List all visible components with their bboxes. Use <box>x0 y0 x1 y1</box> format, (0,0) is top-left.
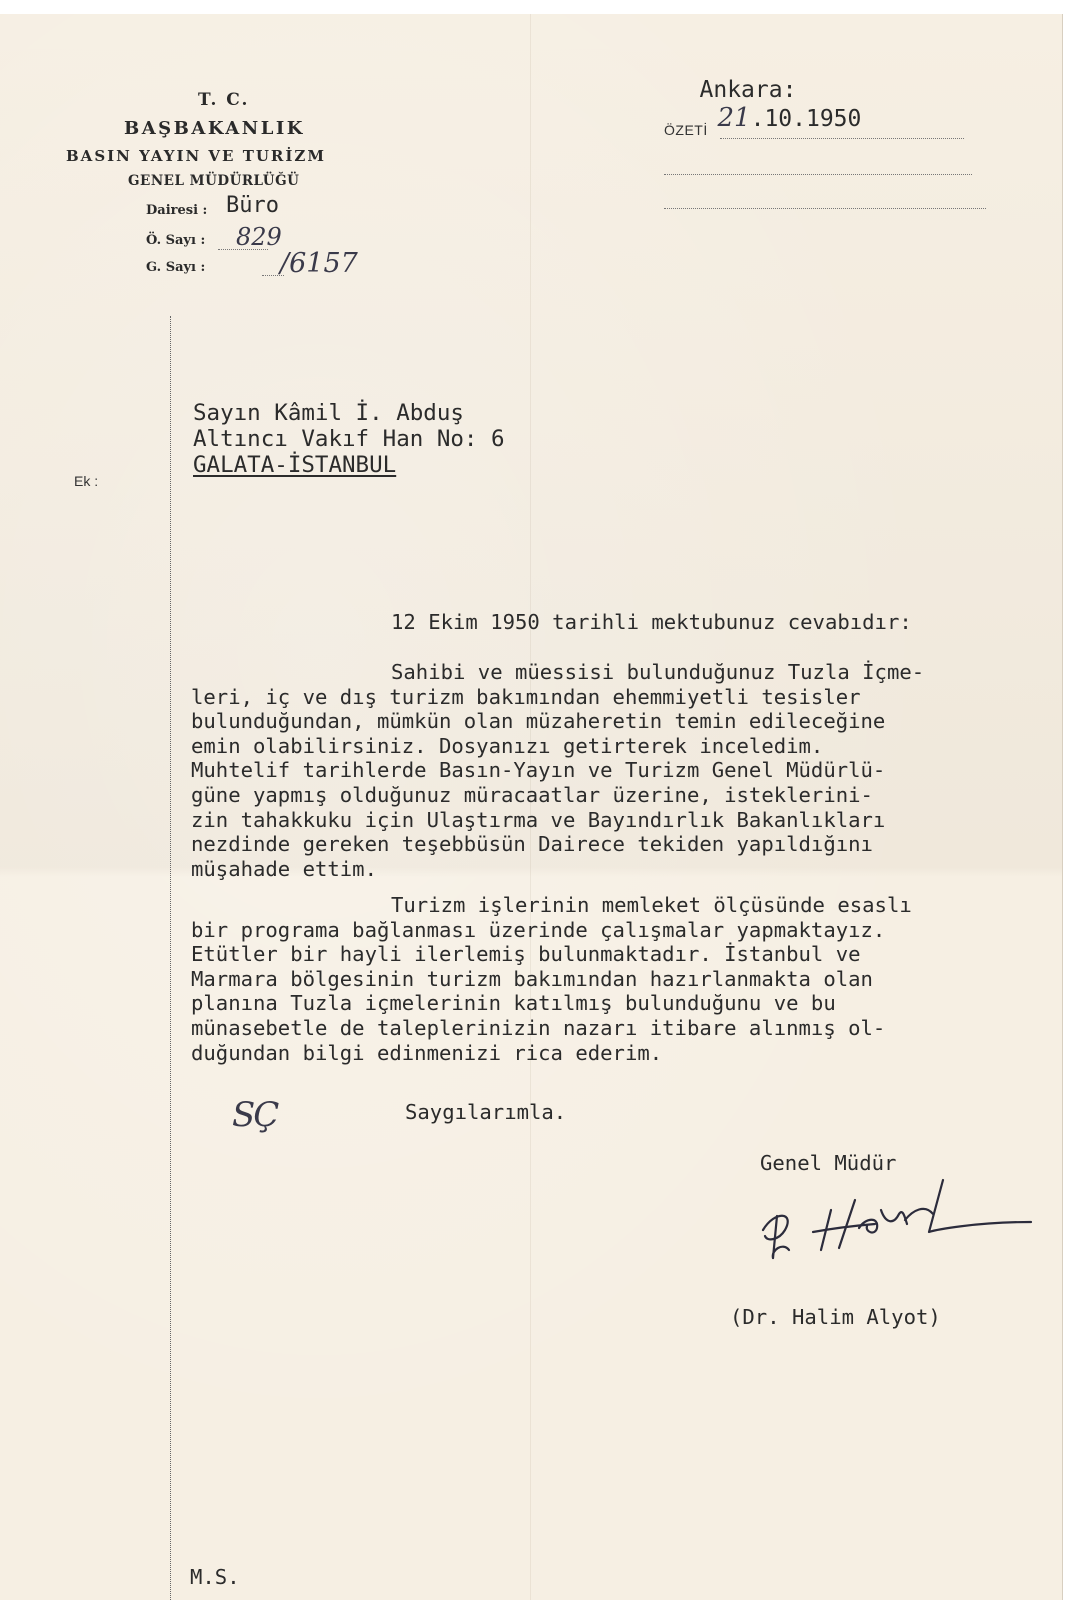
signature-mark <box>755 1170 1045 1270</box>
dairesi-value: Büro <box>226 193 279 218</box>
o-sayi-dotline <box>218 249 268 250</box>
letterhead-department: BASIN YAYIN VE TURİZM <box>66 147 326 165</box>
body-line: güne yapmış olduğunuz müracaatlar üzerine, isteklerini- <box>191 783 873 807</box>
signatory-name: (Dr. Halim Alyot) <box>730 1305 941 1329</box>
body-line: Muhtelif tarihlerde Basın-Yayın ve Turizm Genel Müdürlü- <box>191 758 886 783</box>
letterhead-ministry: BAŞBAKANLIK <box>124 118 305 139</box>
body-line: Marmara bölgesinin turizm bakımından hazırlanmakta olan <box>191 966 873 991</box>
signatory-title: Genel Müdür <box>760 1151 897 1175</box>
ek-label: Ek : <box>74 473 99 489</box>
o-sayi-value: 829 <box>236 223 282 251</box>
reference-line: 12 Ekim 1950 tarihli mektubunuz cevabıdır: <box>391 610 912 634</box>
letterhead-tc: T. C. <box>198 90 250 110</box>
body-line: duğundan bilgi edinmenizi rica ederim. <box>191 1040 663 1065</box>
ozeti-dotline-2 <box>664 174 972 175</box>
body-line: münasebetle de taleplerinizin nazarı itibare alınmış ol- <box>191 1016 886 1040</box>
footer-initials: M.S. <box>190 1565 240 1589</box>
body-line: planına Tuzla içmelerinin katılmış bulunduğunu ve bu <box>191 991 836 1016</box>
date-prefix: Ankara: <box>699 77 797 103</box>
g-sayi-value: /6157 <box>280 248 358 279</box>
letter-date <box>688 51 861 133</box>
body-line: Sahibi ve müessisi bulunduğunuz Tuzla İçme- <box>391 660 925 684</box>
o-sayi-label: Ö. Sayı : <box>146 233 206 248</box>
handwritten-initials: SÇ <box>232 1095 278 1135</box>
body-line: emin olabilirsiniz. Dosyanızı getirterek inceledim. <box>191 733 824 758</box>
recipient-address: Altıncı Vakıf Han No: 6 <box>193 426 505 452</box>
body-line: nezdinde gereken teşebbüsün Dairece tekiden yapıldığını <box>191 832 873 857</box>
body-line: bir programa bağlanması üzerinde çalışmalar yapmaktayız. <box>191 917 886 942</box>
date-rest: .10.1950 <box>750 106 862 132</box>
closing-line: Saygılarımla. <box>405 1100 567 1124</box>
recipient-name: Sayın Kâmil İ. Abduş <box>193 400 464 426</box>
body-line: leri, iç ve dış turizm bakımından ehemmiyetli tesisler <box>191 684 861 709</box>
body-line: müşahade ettim. <box>191 856 377 881</box>
body-line: bulunduğundan, mümkün olan müzaheretin temin edileceğine <box>191 709 886 734</box>
body-line: Turizm işlerinin memleket ölçüsünde esaslı <box>391 893 912 917</box>
body-line: zin tahakkuku için Ulaştırma ve Bayındırlık Bakanlıkları <box>191 807 886 832</box>
ozeti-dotline-3 <box>664 208 986 209</box>
dairesi-label: Dairesi : <box>146 203 208 218</box>
ozeti-dotline-1 <box>720 138 964 139</box>
ozeti-label: ÖZETİ <box>664 122 708 138</box>
g-sayi-label: G. Sayı : <box>146 260 206 275</box>
letterhead-directorate: GENEL MÜDÜRLÜĞÜ <box>128 173 300 189</box>
body-line: Etütler bir hayli ilerlemiş bulunmaktadır. İstanbul ve <box>191 942 861 967</box>
recipient-city: GALATA-İSTANBUL <box>193 452 397 478</box>
margin-rule <box>170 316 171 1600</box>
date-day-handwritten: 21 <box>717 103 751 133</box>
